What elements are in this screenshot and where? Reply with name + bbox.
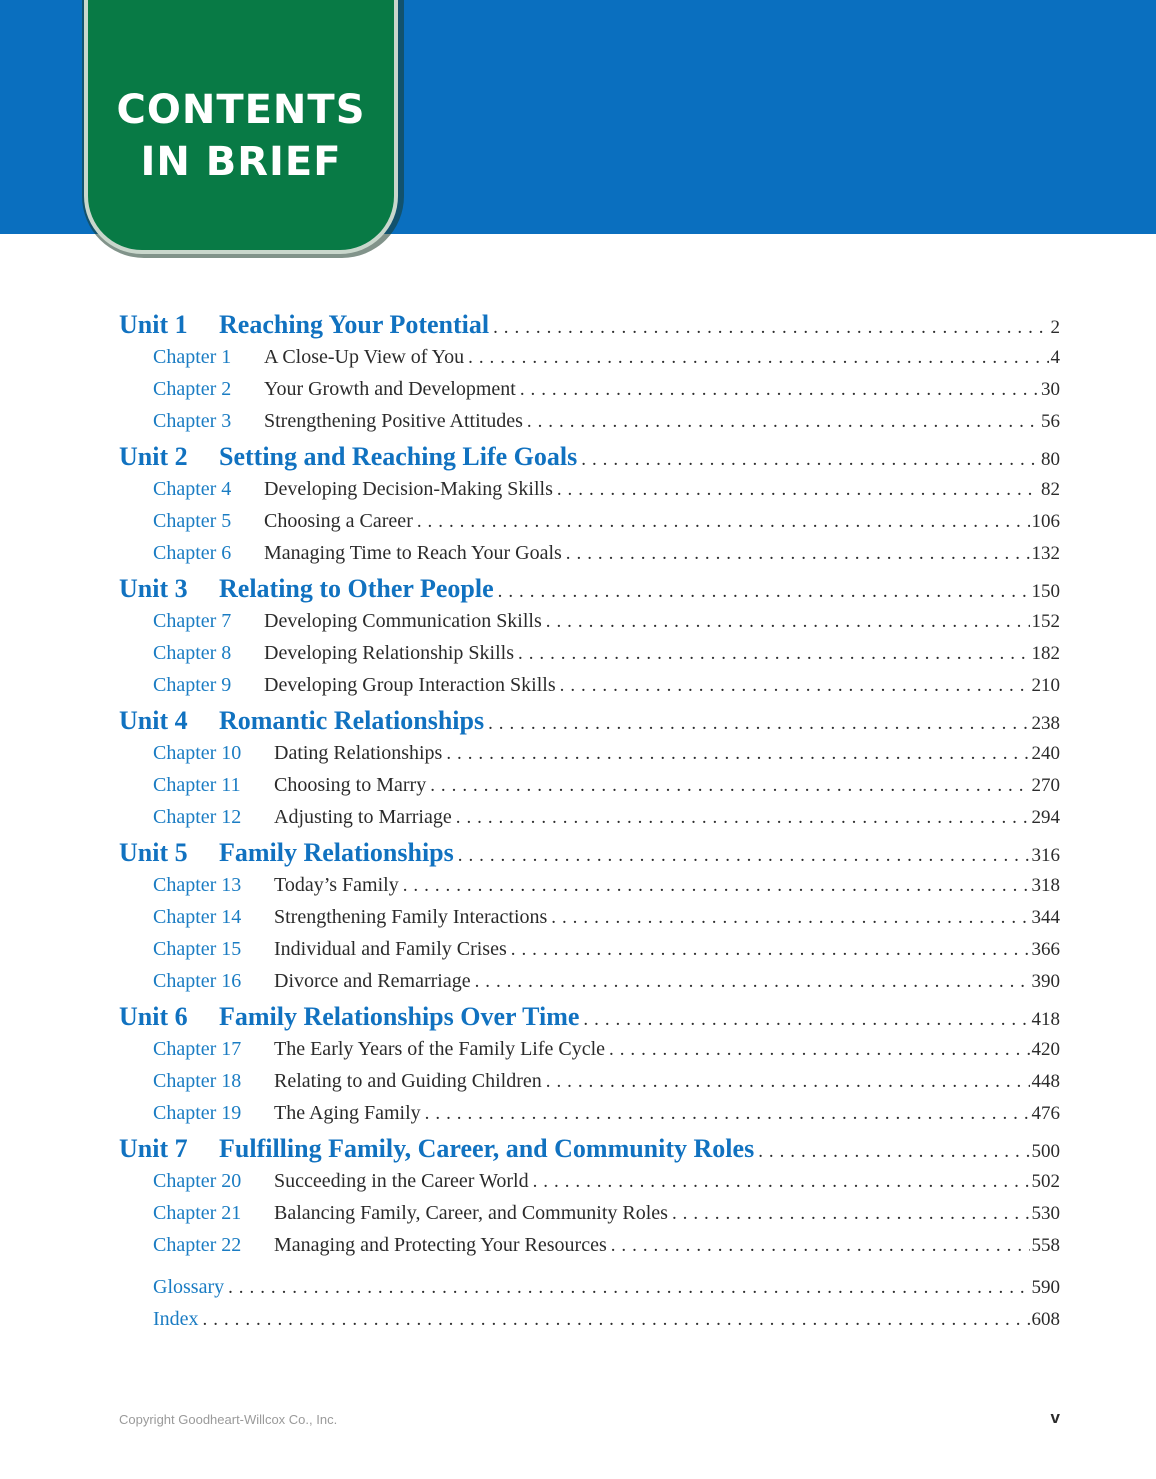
dot-leader [203, 1309, 1030, 1331]
unit-entry[interactable] [119, 442, 1060, 478]
table-of-contents [119, 310, 1060, 1340]
unit-title[interactable]: Relating to Other People [219, 574, 494, 603]
unit-label: Unit 6 [119, 1002, 188, 1031]
chapter-title[interactable]: Choosing a Career [264, 510, 413, 532]
dot-leader [468, 347, 1048, 369]
dot-leader [493, 317, 1048, 339]
dot-leader [546, 1071, 1030, 1093]
chapter-page-number: 294 [1031, 807, 1060, 828]
back-matter-title[interactable]: Index [153, 1308, 199, 1330]
chapter-label: Chapter 10 [153, 742, 242, 764]
chapter-entry[interactable] [119, 970, 1060, 1002]
chapter-page-number: 152 [1031, 611, 1060, 632]
page-title-line1: CONTENTS [116, 87, 366, 133]
chapter-title[interactable]: Balancing Family, Career, and Community Roles [274, 1202, 668, 1224]
chapter-page-number: 420 [1031, 1039, 1060, 1060]
chapter-label: Chapter 5 [153, 510, 232, 532]
unit-page-number: 418 [1031, 1009, 1060, 1030]
chapter-page-number: 502 [1031, 1171, 1060, 1192]
dot-leader [546, 611, 1030, 633]
chapter-entry[interactable] [119, 674, 1060, 706]
chapter-entry[interactable] [119, 478, 1060, 510]
chapter-label: Chapter 19 [153, 1102, 242, 1124]
chapter-page-number: 476 [1031, 1103, 1060, 1124]
chapter-entry[interactable] [119, 610, 1060, 642]
chapter-title[interactable]: Strengthening Family Interactions [274, 906, 548, 928]
chapter-title[interactable]: Dating Relationships [274, 742, 443, 764]
dot-leader [228, 1277, 1029, 1299]
chapter-title[interactable]: The Aging Family [274, 1102, 421, 1124]
chapter-page-number: 448 [1031, 1071, 1060, 1092]
chapter-title[interactable]: Adjusting to Marriage [274, 806, 452, 828]
dot-leader [758, 1141, 1029, 1163]
dot-leader [498, 581, 1030, 603]
dot-leader [488, 713, 1029, 735]
chapter-entry[interactable] [119, 378, 1060, 410]
unit-entry[interactable] [119, 310, 1060, 346]
chapter-label: Chapter 9 [153, 674, 232, 696]
chapter-title[interactable]: Today’s Family [274, 874, 399, 896]
chapter-page-number: 82 [1041, 479, 1060, 500]
dot-leader [475, 971, 1030, 993]
chapter-entry[interactable] [119, 510, 1060, 542]
unit-label: Unit 4 [119, 706, 188, 735]
chapter-title[interactable]: The Early Years of the Family Life Cycle [274, 1038, 606, 1060]
copyright-notice: Copyright Goodheart-Willcox Co., Inc. [119, 1412, 338, 1427]
dot-leader [609, 1039, 1029, 1061]
unit-label: Unit 2 [119, 442, 188, 471]
chapter-page-number: 270 [1031, 775, 1060, 796]
chapter-page-number: 558 [1031, 1235, 1060, 1256]
dot-leader [456, 807, 1030, 829]
chapter-page-number: 240 [1031, 743, 1060, 764]
chapter-label: Chapter 17 [153, 1038, 242, 1060]
chapter-entry[interactable] [119, 410, 1060, 442]
unit-page-number: 2 [1050, 317, 1060, 338]
chapter-title[interactable]: A Close-Up View of You [264, 346, 465, 368]
unit-label: Unit 3 [119, 574, 188, 603]
chapter-entry[interactable] [119, 1038, 1060, 1070]
dot-leader [425, 1103, 1030, 1125]
unit-entry[interactable] [119, 1134, 1060, 1170]
chapter-label: Chapter 2 [153, 378, 232, 400]
chapter-page-number: 182 [1031, 643, 1060, 664]
dot-leader [511, 939, 1030, 961]
chapter-entry[interactable] [119, 1102, 1060, 1134]
chapter-title[interactable]: Developing Decision-Making Skills [264, 478, 553, 500]
dot-leader [520, 379, 1039, 401]
back-matter-title[interactable]: Glossary [153, 1276, 225, 1298]
unit-label: Unit 1 [119, 310, 188, 339]
unit-label: Unit 5 [119, 838, 188, 867]
chapter-label: Chapter 7 [153, 610, 232, 632]
chapter-title[interactable]: Your Growth and Development [264, 378, 516, 400]
chapter-entry[interactable] [119, 874, 1060, 906]
dot-leader [458, 845, 1030, 867]
chapter-page-number: 56 [1041, 411, 1060, 432]
dot-leader [403, 875, 1030, 897]
dot-leader [527, 411, 1039, 433]
chapter-label: Chapter 1 [153, 346, 232, 368]
dot-leader [518, 643, 1030, 665]
chapter-title[interactable]: Succeeding in the Career World [274, 1170, 529, 1192]
unit-entry[interactable] [119, 706, 1060, 742]
chapter-label: Chapter 12 [153, 806, 242, 828]
unit-title[interactable]: Fulfilling Family, Career, and Community Roles [219, 1134, 755, 1163]
chapter-page-number: 344 [1031, 907, 1060, 928]
page-title [84, 84, 398, 188]
dot-leader [430, 775, 1029, 797]
chapter-page-number: 132 [1031, 543, 1060, 564]
chapter-title[interactable]: Strengthening Positive Attitudes [264, 410, 523, 432]
chapter-page-number: 318 [1031, 875, 1060, 896]
back-matter-page-number: 590 [1031, 1277, 1060, 1298]
chapter-title[interactable]: Developing Communication Skills [264, 610, 542, 632]
page-title-line2: IN BRIEF [140, 139, 342, 185]
dot-leader [557, 479, 1039, 501]
chapter-label: Chapter 3 [153, 410, 232, 432]
chapter-entry[interactable] [119, 806, 1060, 838]
chapter-label: Chapter 18 [153, 1070, 242, 1092]
page-number: v [1050, 1408, 1060, 1427]
dot-leader [417, 511, 1030, 533]
chapter-entry[interactable] [119, 774, 1060, 806]
unit-title[interactable]: Setting and Reaching Life Goals [219, 442, 578, 471]
dot-leader [551, 907, 1029, 929]
dot-leader [533, 1171, 1030, 1193]
chapter-title[interactable]: Relating to and Guiding Children [274, 1070, 542, 1092]
dot-leader [566, 543, 1030, 565]
chapter-title[interactable]: Managing and Protecting Your Resources [274, 1234, 607, 1256]
chapter-label: Chapter 11 [153, 774, 241, 796]
back-matter-page-number: 608 [1031, 1309, 1060, 1330]
chapter-title[interactable]: Divorce and Remarriage [274, 970, 471, 992]
chapter-page-number: 390 [1031, 971, 1060, 992]
chapter-title[interactable]: Managing Time to Reach Your Goals [264, 542, 562, 564]
chapter-entry[interactable] [119, 1170, 1060, 1202]
unit-entry[interactable] [119, 838, 1060, 874]
unit-page-number: 150 [1031, 581, 1060, 602]
chapter-entry[interactable] [119, 542, 1060, 574]
back-matter-entry[interactable] [119, 1308, 1060, 1340]
unit-page-number: 316 [1031, 845, 1060, 866]
chapter-label: Chapter 15 [153, 938, 242, 960]
unit-label: Unit 7 [119, 1134, 188, 1163]
chapter-label: Chapter 8 [153, 642, 232, 664]
chapter-page-number: 30 [1041, 379, 1060, 400]
unit-page-number: 238 [1031, 713, 1060, 734]
chapter-label: Chapter 6 [153, 542, 232, 564]
chapter-entry[interactable] [119, 642, 1060, 674]
unit-page-number: 80 [1041, 449, 1060, 470]
dot-leader [446, 743, 1029, 765]
unit-title[interactable]: Romantic Relationships [219, 706, 485, 735]
chapter-label: Chapter 22 [153, 1234, 242, 1256]
unit-title[interactable]: Family Relationships [219, 838, 454, 867]
unit-page-number: 500 [1031, 1141, 1060, 1162]
dot-leader [581, 449, 1039, 471]
chapter-entry[interactable] [119, 1234, 1060, 1266]
chapter-entry[interactable] [119, 346, 1060, 378]
chapter-entry[interactable] [119, 742, 1060, 774]
chapter-label: Chapter 4 [153, 478, 232, 500]
chapter-page-number: 106 [1031, 511, 1060, 532]
chapter-title[interactable]: Individual and Family Crises [274, 938, 507, 960]
chapter-entry[interactable] [119, 1070, 1060, 1102]
unit-entry[interactable] [119, 574, 1060, 610]
chapter-label: Chapter 21 [153, 1202, 242, 1224]
dot-leader [583, 1009, 1029, 1031]
chapter-title[interactable]: Developing Group Interaction Skills [264, 674, 556, 696]
chapter-page-number: 530 [1031, 1203, 1060, 1224]
chapter-title[interactable]: Developing Relationship Skills [264, 642, 514, 664]
chapter-title[interactable]: Choosing to Marry [274, 774, 427, 796]
chapter-page-number: 366 [1031, 939, 1060, 960]
dot-leader [672, 1203, 1030, 1225]
dot-leader [611, 1235, 1030, 1257]
chapter-entry[interactable] [119, 906, 1060, 938]
section-gap [119, 1266, 1060, 1276]
dot-leader [560, 675, 1030, 697]
unit-title[interactable]: Family Relationships Over Time [219, 1002, 580, 1031]
chapter-label: Chapter 14 [153, 906, 242, 928]
unit-title[interactable]: Reaching Your Potential [219, 310, 490, 339]
chapter-label: Chapter 13 [153, 874, 242, 896]
back-matter-entry[interactable] [119, 1276, 1060, 1308]
chapter-entry[interactable] [119, 938, 1060, 970]
chapter-page-number: 210 [1031, 675, 1060, 696]
chapter-label: Chapter 16 [153, 970, 242, 992]
chapter-page-number: 4 [1050, 347, 1060, 368]
chapter-entry[interactable] [119, 1202, 1060, 1234]
unit-entry[interactable] [119, 1002, 1060, 1038]
chapter-label: Chapter 20 [153, 1170, 242, 1192]
